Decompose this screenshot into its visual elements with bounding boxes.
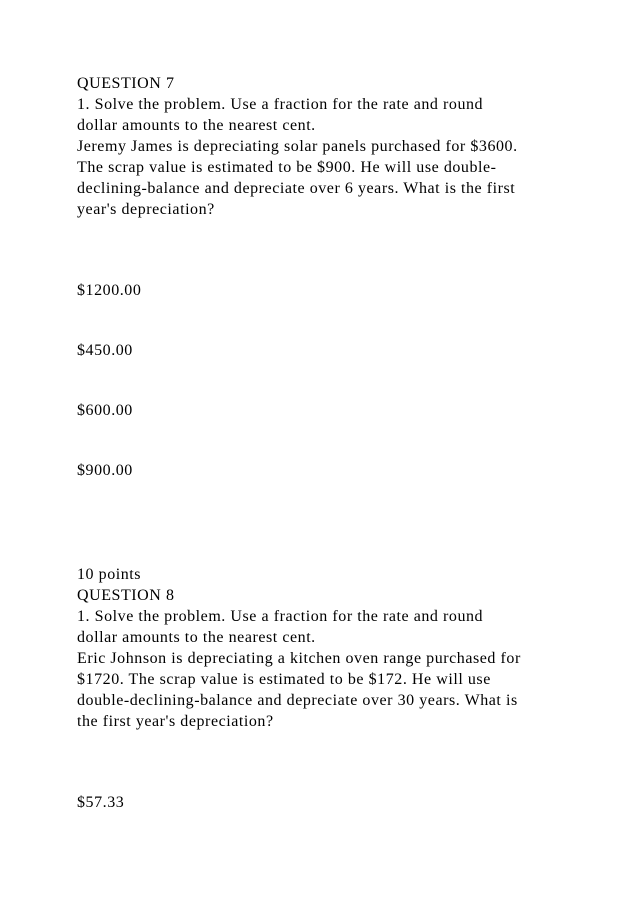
question-8-option-1: $57.33 <box>77 794 125 811</box>
question-7-option-4: $900.00 <box>77 462 133 479</box>
question-7-line-4: The scrap value is estimated to be $900. He will use double- <box>77 159 497 176</box>
question-8-line-5: double-declining-balance and depreciate over 30 years. What is <box>77 692 518 709</box>
question-7-line-1: 1. Solve the problem. Use a fraction for the rate and round <box>77 96 484 113</box>
question-7-option-1: $1200.00 <box>77 282 142 299</box>
question-8-line-2: dollar amounts to the nearest cent. <box>77 629 316 646</box>
question-7-line-2: dollar amounts to the nearest cent. <box>77 117 316 134</box>
question-7-line-3: Jeremy James is depreciating solar panels purchased for $3600. <box>77 138 518 155</box>
question-8-line-4: $1720. The scrap value is estimated to be $172. He will use <box>77 671 491 688</box>
question-7-option-2: $450.00 <box>77 342 133 359</box>
question-8-line-3: Eric Johnson is depreciating a kitchen oven range purchased for <box>77 650 521 667</box>
question-8-line-6: the first year's depreciation? <box>77 713 274 730</box>
question-7-heading: QUESTION 7 <box>77 75 175 92</box>
question-7-points: 10 points <box>77 566 142 583</box>
question-7-line-6: year's depreciation? <box>77 201 215 218</box>
question-7-line-5: declining-balance and depreciate over 6 years. What is the first <box>77 180 516 197</box>
question-8-line-1: 1. Solve the problem. Use a fraction for the rate and round <box>77 608 484 625</box>
question-8-heading: QUESTION 8 <box>77 587 175 604</box>
question-7-option-3: $600.00 <box>77 402 133 419</box>
